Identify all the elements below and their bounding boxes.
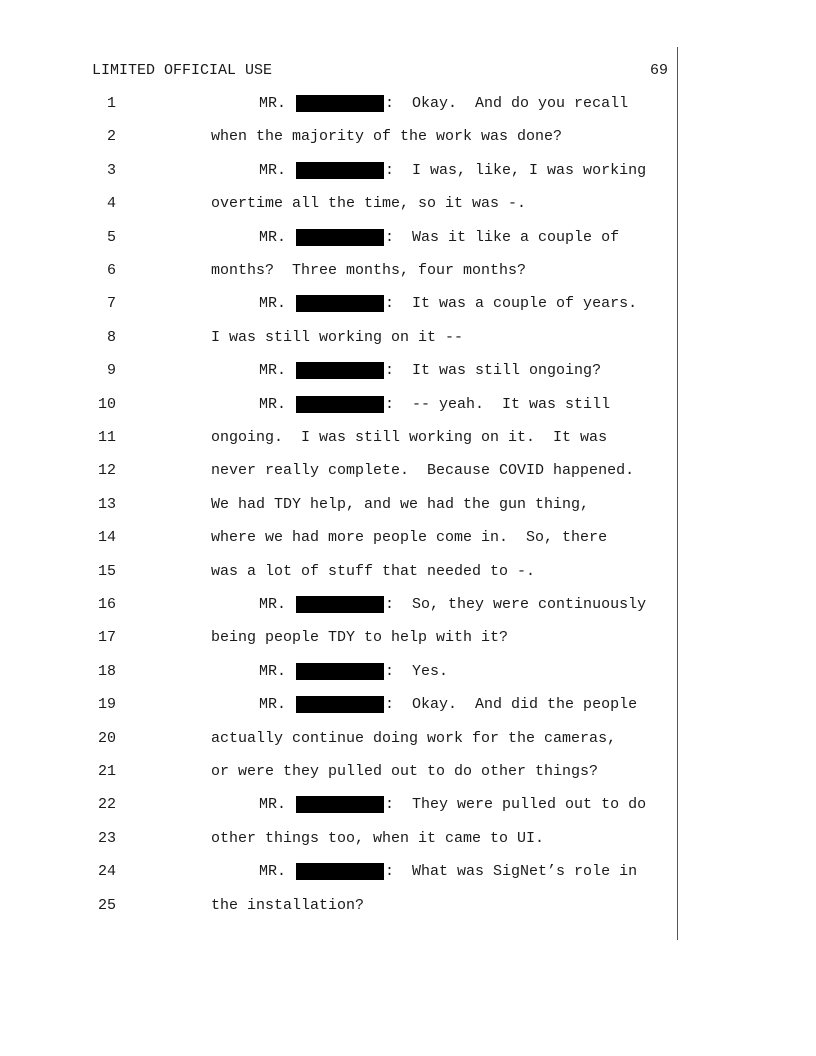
redacted-name-box [296,663,384,680]
line-number: 5 [106,229,116,246]
transcript-line [0,396,816,416]
page-number: 69 [649,62,668,79]
speaker-prefix: MR. [259,863,287,880]
continuation-text: months? Three months, four months? [211,262,527,279]
speaker-prefix: MR. [259,229,287,246]
speaker-line [259,663,448,680]
speaker-prefix: MR. [259,596,287,613]
transcript-line [0,663,816,683]
line-number: 17 [97,629,116,646]
transcript-line [0,730,816,750]
speaker-colon: : [385,162,395,179]
transcript-line [0,295,816,315]
speaker-line [259,295,637,312]
continuation-text: was a lot of stuff that needed to -. [211,563,536,580]
continuation-text: the installation? [211,897,365,914]
spoken-text: I was, like, I was working [394,162,647,179]
line-number: 18 [97,663,116,680]
line-number: 20 [97,730,116,747]
redacted-name-box [296,295,384,312]
spoken-text: Okay. And do you recall [394,95,629,112]
speaker-line [259,362,601,379]
transcript-line [0,429,816,449]
line-number: 1 [106,95,116,112]
speaker-colon: : [385,796,395,813]
line-number: 12 [97,462,116,479]
speaker-colon: : [385,229,395,246]
redacted-name-box [296,95,384,112]
redacted-name-box [296,696,384,713]
spoken-text: So, they were continuously [394,596,647,613]
transcript-line [0,162,816,182]
speaker-colon: : [385,95,395,112]
transcript-line [0,128,816,148]
speaker-prefix: MR. [259,396,287,413]
transcript-line [0,596,816,616]
speaker-prefix: MR. [259,796,287,813]
line-number: 11 [97,429,116,446]
line-number: 2 [106,128,116,145]
transcript-line [0,563,816,583]
line-number: 22 [97,796,116,813]
continuation-text: being people TDY to help with it? [211,629,509,646]
redacted-name-box [296,863,384,880]
redacted-name-box [296,362,384,379]
speaker-prefix: MR. [259,362,287,379]
continuation-text: other things too, when it came to UI. [211,830,545,847]
line-number: 7 [106,295,116,312]
page-header [92,62,668,80]
spoken-text: It was a couple of years. [394,295,638,312]
speaker-colon: : [385,596,395,613]
speaker-colon: : [385,863,395,880]
line-number: 6 [106,262,116,279]
speaker-line [259,162,646,179]
speaker-line [259,863,637,880]
speaker-colon: : [385,396,395,413]
continuation-text: overtime all the time, so it was -. [211,195,527,212]
line-number: 24 [97,863,116,880]
line-number: 23 [97,830,116,847]
speaker-line [259,796,646,813]
speaker-prefix: MR. [259,95,287,112]
transcript-line [0,462,816,482]
spoken-text: -- yeah. It was still [394,396,611,413]
speaker-prefix: MR. [259,162,287,179]
line-number: 10 [97,396,116,413]
redacted-name-box [296,796,384,813]
spoken-text: Was it like a couple of [394,229,620,246]
speaker-line [259,95,628,112]
spoken-text: What was SigNet’s role in [394,863,638,880]
speaker-prefix: MR. [259,295,287,312]
transcript-line [0,229,816,249]
line-number: 21 [97,763,116,780]
transcript-line [0,362,816,382]
redacted-name-box [296,162,384,179]
speaker-prefix: MR. [259,696,287,713]
spoken-text: They were pulled out to do [394,796,647,813]
line-number: 16 [97,596,116,613]
spoken-text: It was still ongoing? [394,362,602,379]
transcript-line [0,763,816,783]
line-number: 15 [97,563,116,580]
transcript-line [0,496,816,516]
continuation-text: ongoing. I was still working on it. It was [211,429,608,446]
redacted-name-box [296,596,384,613]
transcript-line [0,329,816,349]
line-number: 8 [106,329,116,346]
line-number: 19 [97,696,116,713]
spoken-text: Okay. And did the people [394,696,638,713]
transcript-line [0,95,816,115]
transcript-line [0,262,816,282]
continuation-text: never really complete. Because COVID happened. [211,462,635,479]
transcript-line [0,529,816,549]
speaker-colon: : [385,362,395,379]
speaker-prefix: MR. [259,663,287,680]
line-number: 13 [97,496,116,513]
speaker-line [259,396,610,413]
continuation-text: when the majority of the work was done? [211,128,563,145]
speaker-line [259,596,646,613]
redacted-name-box [296,229,384,246]
transcript-line [0,696,816,716]
continuation-text: where we had more people come in. So, there [211,529,608,546]
redacted-name-box [296,396,384,413]
speaker-colon: : [385,663,395,680]
continuation-text: We had TDY help, and we had the gun thing, [211,496,590,513]
line-number: 9 [106,362,116,379]
transcript-line [0,629,816,649]
transcript-line [0,897,816,917]
speaker-line [259,229,619,246]
speaker-line [259,696,637,713]
continuation-text: actually continue doing work for the cameras, [211,730,617,747]
continuation-text: or were they pulled out to do other things? [211,763,599,780]
speaker-colon: : [385,295,395,312]
spoken-text: Yes. [394,663,449,680]
transcript-line [0,796,816,816]
line-number: 4 [106,195,116,212]
classification-marking: LIMITED OFFICIAL USE [92,62,273,79]
continuation-text: I was still working on it -- [211,329,464,346]
line-number: 14 [97,529,116,546]
transcript-line [0,195,816,215]
line-number: 3 [106,162,116,179]
transcript-line [0,863,816,883]
transcript-line [0,830,816,850]
speaker-colon: : [385,696,395,713]
line-number: 25 [97,897,116,914]
